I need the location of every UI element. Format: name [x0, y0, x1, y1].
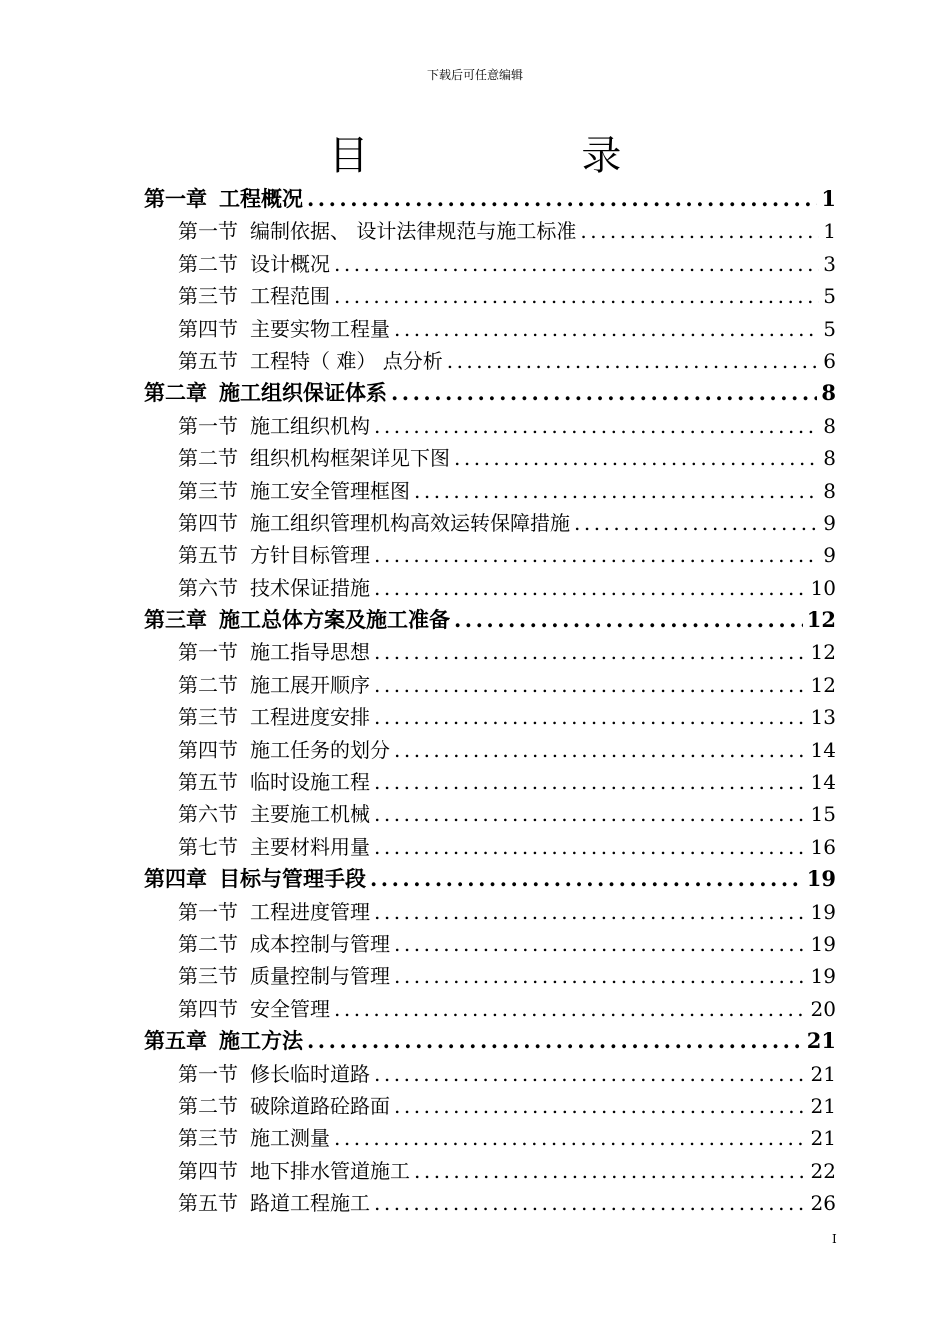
- entry-title: 施工任务的划分: [250, 737, 390, 762]
- entry-page: 8: [823, 478, 836, 503]
- dot-leader: [334, 248, 819, 280]
- entry-title: 施工测量: [250, 1126, 330, 1151]
- entry-page: 3: [823, 251, 836, 276]
- entry-number: 第二章: [144, 381, 207, 406]
- entry-page: 14: [810, 737, 836, 762]
- entry-number: 第三节: [178, 478, 238, 503]
- dot-leader: [374, 636, 807, 668]
- toc-section-entry[interactable]: [144, 734, 836, 766]
- entry-page: 8: [823, 413, 836, 438]
- entry-title: 目标与管理手段: [219, 867, 366, 892]
- toc-chapter-entry[interactable]: [144, 604, 836, 636]
- entry-page: 21: [810, 1126, 836, 1151]
- entry-number: 第一节: [178, 640, 238, 665]
- entry-number: 第五节: [178, 770, 238, 795]
- toc-section-entry[interactable]: [144, 475, 836, 507]
- entry-page: 22: [810, 1158, 836, 1183]
- dot-leader: [334, 280, 819, 312]
- entry-number: 第五章: [144, 1029, 207, 1054]
- toc-section-entry[interactable]: [144, 701, 836, 733]
- entry-number: 第三节: [178, 964, 238, 989]
- entry-page: 14: [810, 770, 836, 795]
- dot-leader: [374, 1187, 807, 1219]
- entry-page: 21: [806, 1028, 836, 1054]
- entry-title: 临时设施工程: [250, 770, 370, 795]
- entry-number: 第一节: [178, 413, 238, 438]
- entry-number: 第三节: [178, 284, 238, 309]
- entry-page: 8: [821, 380, 836, 406]
- entry-number: 第三节: [178, 705, 238, 730]
- entry-number: 第三节: [178, 1126, 238, 1151]
- toc-section-entry[interactable]: [144, 1187, 836, 1219]
- entry-number: 第四节: [178, 737, 238, 762]
- toc-section-entry[interactable]: [144, 896, 836, 928]
- toc-section-entry[interactable]: [144, 572, 836, 604]
- dot-leader: [374, 701, 807, 733]
- entry-title: 修长临时道路: [250, 1061, 370, 1086]
- entry-title: 施工方法: [219, 1029, 303, 1054]
- dot-leader: [374, 572, 807, 604]
- dot-leader: [447, 345, 820, 377]
- dot-leader: [394, 960, 807, 992]
- toc-section-entry[interactable]: [144, 831, 836, 863]
- entry-page: 26: [810, 1191, 836, 1216]
- entry-number: 第二节: [178, 672, 238, 697]
- entry-page: 9: [823, 543, 836, 568]
- entry-page: 1: [821, 186, 836, 211]
- entry-page: 8: [823, 446, 836, 471]
- dot-leader: [374, 831, 807, 863]
- toc-section-entry[interactable]: [144, 993, 836, 1025]
- toc-chapter-entry[interactable]: [144, 1025, 836, 1057]
- toc-chapter-entry[interactable]: [144, 183, 836, 215]
- dot-leader: [394, 734, 807, 766]
- entry-page: 13: [810, 705, 836, 730]
- toc-section-entry[interactable]: [144, 313, 836, 345]
- entry-page: 21: [810, 1093, 836, 1118]
- toc-section-entry[interactable]: [144, 636, 836, 668]
- entry-number: 第五节: [178, 348, 238, 373]
- dot-leader: [374, 766, 807, 798]
- entry-number: 第一节: [178, 219, 238, 244]
- entry-page: 21: [810, 1061, 836, 1086]
- entry-number: 第四节: [178, 316, 238, 341]
- toc-section-entry[interactable]: [144, 1058, 836, 1090]
- entry-title: 主要实物工程量: [250, 316, 390, 341]
- dot-leader: [414, 475, 819, 507]
- entry-title: 质量控制与管理: [250, 964, 390, 989]
- dot-leader: [374, 1058, 807, 1090]
- toc-section-entry[interactable]: [144, 507, 836, 539]
- toc-section-entry[interactable]: [144, 442, 836, 474]
- entry-title: 工程进度安排: [250, 705, 370, 730]
- entry-title: 施工展开顺序: [250, 672, 370, 697]
- entry-page: 19: [806, 866, 836, 892]
- entry-number: 第四节: [178, 510, 238, 535]
- toc-chapter-entry[interactable]: [144, 377, 836, 409]
- entry-page: 6: [823, 348, 836, 373]
- entry-title: 工程概况: [219, 187, 303, 211]
- dot-leader: [370, 863, 803, 895]
- dot-leader: [374, 410, 819, 442]
- dot-leader: [454, 604, 803, 636]
- entry-page: 1: [823, 219, 836, 244]
- toc-section-entry[interactable]: [144, 410, 836, 442]
- entry-title: 施工指导思想: [250, 640, 370, 665]
- entry-number: 第二节: [178, 931, 238, 956]
- entry-title: 工程特（ 难） 点分析: [250, 348, 443, 373]
- entry-page: 12: [810, 640, 836, 665]
- dot-leader: [307, 1025, 803, 1057]
- entry-number: 第一节: [178, 899, 238, 924]
- entry-title: 安全管理: [250, 996, 330, 1021]
- entry-number: 第二节: [178, 1093, 238, 1118]
- entry-page: 9: [823, 510, 836, 535]
- entry-number: 第二节: [178, 446, 238, 471]
- entry-title: 施工安全管理框图: [250, 478, 410, 503]
- entry-page: 10: [810, 575, 836, 600]
- entry-page: 5: [823, 284, 836, 309]
- entry-page: 19: [810, 964, 836, 989]
- dot-leader: [334, 1122, 807, 1154]
- entry-page: 12: [806, 607, 836, 633]
- toc-section-entry[interactable]: [144, 798, 836, 830]
- toc-section-entry[interactable]: [144, 669, 836, 701]
- toc-section-entry[interactable]: [144, 539, 836, 571]
- entry-title: 路道工程施工: [250, 1191, 370, 1216]
- entry-title: 组织机构框架详见下图: [250, 446, 450, 471]
- entry-page: 5: [823, 316, 836, 341]
- page-number: I: [832, 1232, 837, 1246]
- dot-leader: [391, 377, 817, 409]
- dot-leader: [307, 183, 817, 215]
- dot-leader: [394, 313, 819, 345]
- toc-section-entry[interactable]: [144, 960, 836, 992]
- dot-leader: [334, 993, 807, 1025]
- entry-page: 16: [810, 834, 836, 859]
- entry-number: 第一章: [144, 187, 207, 211]
- entry-page: 19: [810, 931, 836, 956]
- toc-title: 目 录: [328, 133, 722, 179]
- entry-number: 第四节: [178, 1158, 238, 1183]
- dot-leader: [374, 896, 807, 928]
- table-of-contents: [144, 183, 836, 1220]
- entry-title: 施工组织保证体系: [219, 381, 387, 406]
- entry-number: 第七节: [178, 834, 238, 859]
- entry-title: 施工总体方案及施工准备: [219, 608, 450, 633]
- toc-section-entry[interactable]: [144, 928, 836, 960]
- entry-title: 工程范围: [250, 284, 330, 309]
- entry-title: 成本控制与管理: [250, 931, 390, 956]
- entry-page: 12: [810, 672, 836, 697]
- toc-section-entry[interactable]: [144, 345, 836, 377]
- entry-title: 主要施工机械: [250, 802, 370, 827]
- entry-title: 方针目标管理: [250, 543, 370, 568]
- entry-page: 15: [810, 802, 836, 827]
- entry-title: 设计概况: [250, 251, 330, 276]
- dot-leader: [394, 928, 807, 960]
- entry-title: 主要材料用量: [250, 834, 370, 859]
- dot-leader: [374, 539, 819, 571]
- dot-leader: [374, 798, 807, 830]
- entry-title: 工程进度管理: [250, 899, 370, 924]
- entry-page: 20: [810, 996, 836, 1021]
- entry-title: 破除道路砼路面: [250, 1093, 390, 1118]
- entry-title: 地下排水管道施工: [250, 1158, 410, 1183]
- entry-page: 19: [810, 899, 836, 924]
- dot-leader: [580, 215, 819, 247]
- entry-title: 技术保证措施: [250, 575, 370, 600]
- toc-section-entry[interactable]: [144, 248, 836, 280]
- toc-chapter-entry[interactable]: [144, 863, 836, 895]
- toc-section-entry[interactable]: [144, 280, 836, 312]
- toc-section-entry[interactable]: [144, 1090, 836, 1122]
- entry-number: 第三章: [144, 608, 207, 633]
- header-note: 下载后可任意编辑: [426, 68, 523, 82]
- dot-leader: [414, 1155, 807, 1187]
- entry-number: 第四章: [144, 867, 207, 892]
- entry-number: 第一节: [178, 1061, 238, 1086]
- dot-leader: [394, 1090, 807, 1122]
- entry-number: 第四节: [178, 996, 238, 1021]
- entry-number: 第六节: [178, 802, 238, 827]
- toc-section-entry[interactable]: [144, 1122, 836, 1154]
- dot-leader: [454, 442, 819, 474]
- entry-number: 第五节: [178, 1191, 238, 1216]
- entry-title: 施工组织机构: [250, 413, 370, 438]
- entry-number: 第五节: [178, 543, 238, 568]
- dot-leader: [374, 669, 807, 701]
- dot-leader: [574, 507, 819, 539]
- entry-title: 施工组织管理机构高效运转保障措施: [250, 510, 570, 535]
- toc-section-entry[interactable]: [144, 1155, 836, 1187]
- toc-section-entry[interactable]: [144, 766, 836, 798]
- entry-number: 第二节: [178, 251, 238, 276]
- toc-section-entry[interactable]: [144, 215, 836, 247]
- entry-title: 编制依据、 设计法律规范与施工标准: [250, 219, 577, 244]
- entry-number: 第六节: [178, 575, 238, 600]
